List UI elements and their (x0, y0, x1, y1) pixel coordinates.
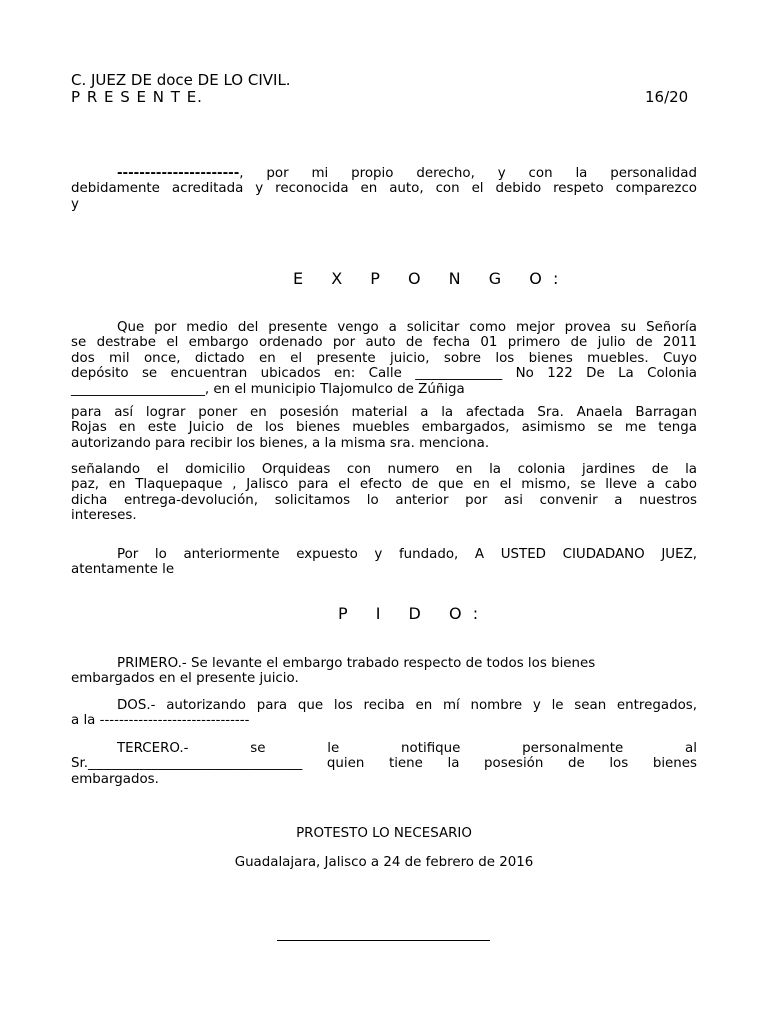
intro-line-1: , por mi propio derecho, y con la personalidad (239, 166, 697, 181)
file-number: 16/20 (645, 88, 689, 106)
p3-line-3: dicha entrega-devolución, solicitamos lo anterior por asi convenir a nuestros (71, 492, 697, 508)
p3-line-2: paz, en Tlaquepaque , Jalisco para el efecto de que en el mismo, se lleve a cabo (71, 477, 697, 493)
p2-line-1: para así lograr poner en posesión material a la afectada Sra. Anaela Barragan (71, 405, 697, 420)
p2-line-3: autorizando para recibir los bienes, a la misma sra. menciona. (71, 435, 490, 451)
p1-line-1: Que por medio del presente vengo a solicitar como mejor provea su Señoría (117, 320, 697, 335)
expongo-paragraph-2 (71, 405, 697, 451)
p4-line-2: atentamente le (71, 562, 175, 578)
expongo-paragraph-1 (71, 320, 697, 397)
signature-line (277, 940, 490, 941)
intro-line-3: y (71, 196, 79, 212)
expongo-heading: E X P O N G O: (293, 269, 570, 288)
primero-line-1: PRIMERO.- Se levante el embargo trabado respecto de todos los bienes (117, 656, 596, 671)
pido-primero (71, 656, 697, 687)
p2-line-2: Rojas en este Juicio de los bienes muebles embargados, asimismo se me tenga (71, 420, 697, 436)
p1-line-4: depósito se encuentran ubicados en: Calle _____________ No 122 De La Colonia (71, 366, 697, 382)
p1-line-3: dos mil once, dictado en el presente juicio, sobre los bienes muebles. Cuyo (71, 350, 697, 366)
tercero-line-1: TERCERO.- se le notifique personalmente al (117, 741, 697, 756)
presente-line: P R E S E N T E. (71, 88, 203, 106)
pido-heading: P I D O: (338, 604, 490, 623)
addressee: C. JUEZ DE doce DE LO CIVIL. (71, 71, 291, 89)
p1-line-5: ____________________, en el municipio Tlajomulco de Zúñiga (71, 381, 465, 397)
expongo-paragraph-4 (71, 547, 697, 578)
p1-line-2: se destrabe el embargo ordenado por auto de fecha 01 primero de julio de 2011 (71, 335, 697, 351)
intro-line-2: debidamente acreditada y reconocida en auto, con el debido respeto comparezco (71, 181, 697, 197)
place-date-line: Guadalajara, Jalisco a 24 de febrero de 2016 (234, 855, 534, 870)
intro-paragraph (71, 166, 697, 212)
tercero-line-3: embargados. (71, 771, 159, 787)
expongo-paragraph-3 (71, 462, 697, 524)
protesto-line: PROTESTO LO NECESARIO (296, 826, 472, 841)
primero-line-2: embargados en el presente juicio. (71, 671, 299, 687)
dos-line-2: a la ------------------------------- (71, 713, 250, 729)
name-blank: ---------------------- (117, 166, 240, 181)
pido-tercero (71, 741, 697, 787)
p3-line-1: señalando el domicilio Orquideas con numero en la colonia jardines de la (71, 462, 697, 477)
p3-line-4: intereses. (71, 508, 137, 524)
p4-line-1: Por lo anteriormente expuesto y fundado, A USTED CIUDADANO JUEZ, (117, 547, 697, 562)
tercero-line-2: Sr.________________________________ quien tiene la posesión de los bienes (71, 756, 697, 772)
pido-dos (71, 698, 697, 729)
dos-line-1: DOS.- autorizando para que los reciba en mí nombre y le sean entregados, (117, 698, 697, 713)
